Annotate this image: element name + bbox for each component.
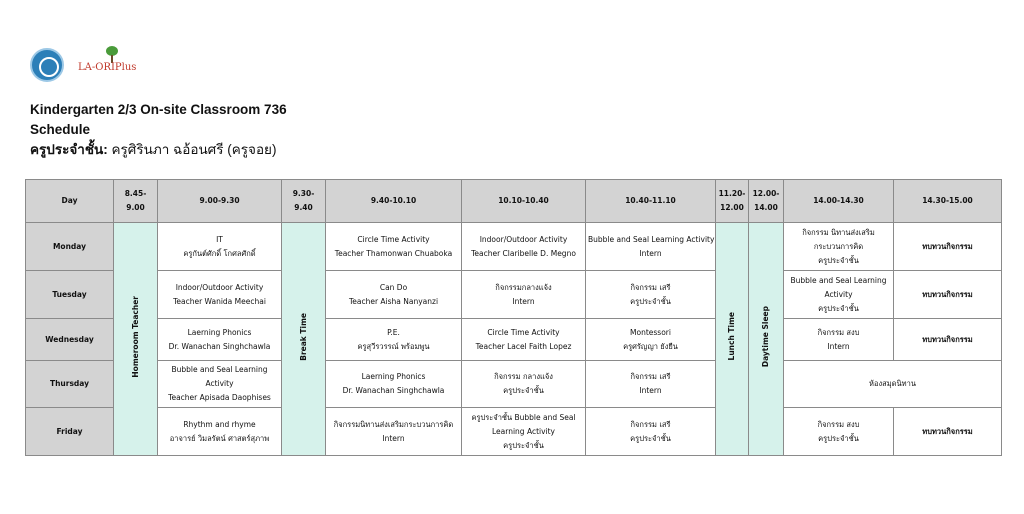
col-header: 10.40-11.10 [586,180,716,223]
schedule-cell: Bubble and Seal Learning Activity ครูประจำชั้น [784,271,894,319]
library-cell: ห้องสมุดนิทาน [784,361,1002,408]
schedule-cell: กิจกรรม เสรี ครูประจำชั้น [586,271,716,319]
table-row [26,408,1002,456]
schedule-cell: Circle Time Activity Teacher Lacel Faith Lopez [462,319,586,361]
schedule-cell: Indoor/Outdoor Activity Teacher Claribelle D. Megno [462,223,586,271]
day-cell: Friday [26,408,114,456]
table-row [26,271,1002,319]
col-header: 9.30-9.40 [282,180,326,223]
col-header: 9.40-10.10 [326,180,462,223]
schedule-cell: Indoor/Outdoor Activity Teacher Wanida Meechai [158,271,282,319]
day-cell: Monday [26,223,114,271]
schedule-cell: ครูประจำชั้น Bubble and Seal Learning Activity ครูประจำชั้น [462,408,586,456]
table-row [26,361,1002,408]
col-header: 8.45-9.00 [114,180,158,223]
schedule-cell: ทบทวนกิจกรรม [894,271,1002,319]
schedule-cell: Can Do Teacher Aisha Nanyanzi [326,271,462,319]
homeroom-block: Homeroom Teacher [114,223,158,456]
brand-logo: LA-ORIPlus [78,62,137,73]
break-block: Break Time [282,223,326,456]
schedule-cell: Bubble and Seal Learning Activity Intern [586,223,716,271]
schedule-heading: Schedule [30,122,91,137]
schedule-cell: Bubble and Seal Learning Activity Teacher Apisada Daophises [158,361,282,408]
schedule-cell: กิจกรรมกลางแจ้ง Intern [462,271,586,319]
schedule-cell: Laerning Phonics Dr. Wanachan Singhchawla [326,361,462,408]
school-seal-icon [30,48,64,82]
col-header: 9.00-9.30 [158,180,282,223]
col-header: 14.00-14.30 [784,180,894,223]
homeroom-teacher-line [30,140,287,160]
header-row [26,180,1002,223]
schedule-cell: กิจกรรม กลางแจ้ง ครูประจำชั้น [462,361,586,408]
schedule-cell: กิจกรรม สงบ ครูประจำชั้น [784,408,894,456]
schedule-cell: P.E. ครูสุวีรวรรณ์ พร้อมพูน [326,319,462,361]
col-header: Day [26,180,114,223]
schedule-cell: Rhythm and rhyme อาจารย์ วิมลรัตน์ ศาสตร์สุภาพ [158,408,282,456]
col-header: 12.00-14.00 [749,180,784,223]
teacher-label: ครูประจำชั้น: [30,142,108,157]
lunch-block: Lunch Time [716,223,749,456]
schedule-cell: ทบทวนกิจกรรม [894,223,1002,271]
page-header [30,100,287,160]
day-cell: Tuesday [26,271,114,319]
schedule-cell: Circle Time Activity Teacher Thamonwan Chuaboka [326,223,462,271]
schedule-cell: ทบทวนกิจกรรม [894,408,1002,456]
schedule-cell: กิจกรรม นิทานส่งเสริม กระบวนการคิด ครูประจำชั้น [784,223,894,271]
col-header: 11.20-12.00 [716,180,749,223]
schedule-cell: กิจกรรม สงบ Intern [784,319,894,361]
day-cell: Thursday [26,361,114,408]
logo-area [30,46,170,86]
table-row [26,319,1002,361]
schedule-cell: IT ครูกันต์ศักดิ์ โกศลศักดิ์ [158,223,282,271]
class-title: Kindergarten 2/3 On-site Classroom 736 [30,102,287,117]
schedule-cell: Laerning Phonics Dr. Wanachan Singhchawla [158,319,282,361]
schedule-cell: กิจกรรมนิทานส่งเสริมกระบวนการคิด Intern [326,408,462,456]
schedule-cell: กิจกรรม เสรี Intern [586,361,716,408]
schedule-cell: กิจกรรม เสรี ครูประจำชั้น [586,408,716,456]
day-cell: Wednesday [26,319,114,361]
teacher-name: ครูศิรินภา ฉอ้อนศรี (ครูจอย) [107,142,277,157]
col-header: 14.30-15.00 [894,180,1002,223]
table-row [26,223,1002,271]
col-header: 10.10-10.40 [462,180,586,223]
schedule-cell: ทบทวนกิจกรรม [894,319,1002,361]
tree-icon [104,46,118,62]
schedule-cell: Montessori ครูศรัญญา ยังยืน [586,319,716,361]
sleep-block: Daytime Sleep [749,223,784,456]
schedule-table [25,179,1002,456]
